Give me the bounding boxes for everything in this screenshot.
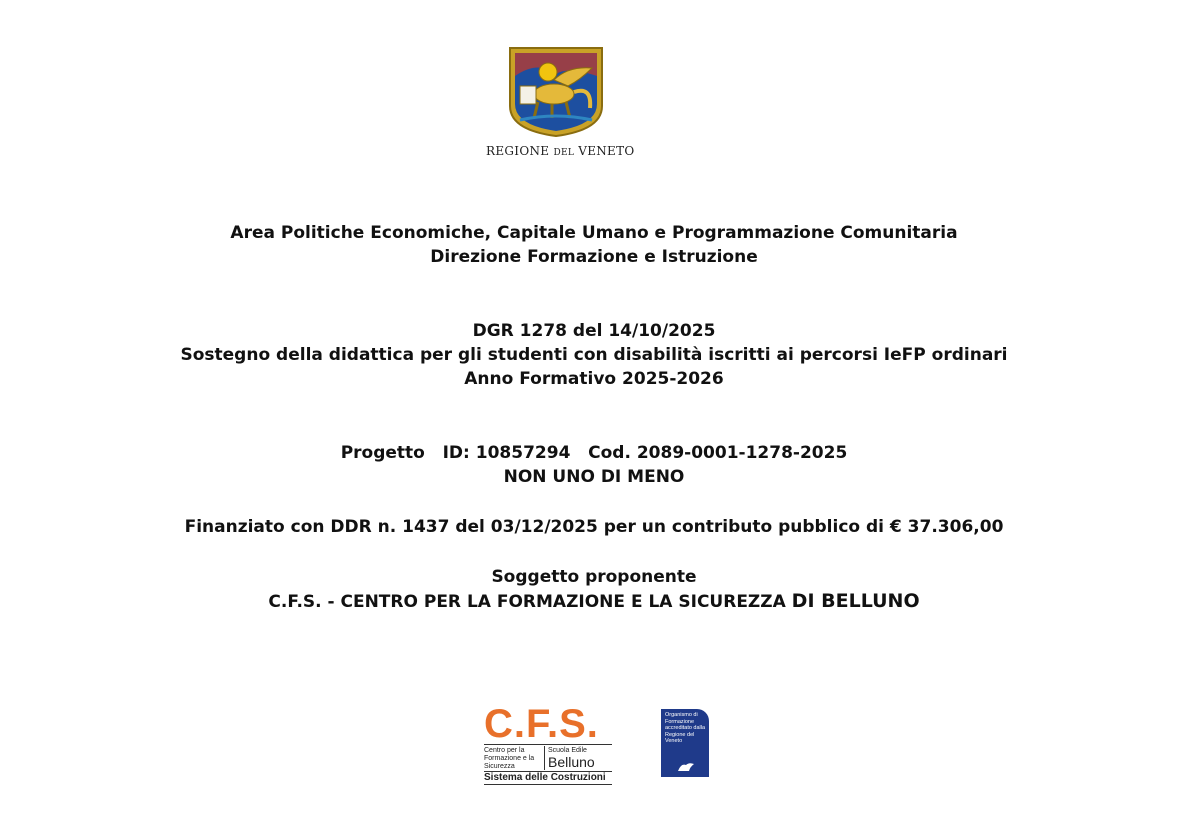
funding-text: Finanziato con DDR n. 1437 del 03/12/2025 per un contributo pubblico di € 37.306,00 xyxy=(184,517,1004,537)
accreditation-badge xyxy=(661,709,709,777)
regione-veneto-emblem xyxy=(486,46,635,166)
area-title: Area Politiche Economiche, Capitale Umano e Programmazione Comunitaria xyxy=(230,223,958,243)
project-id: Progetto ID: 10857294 Cod. 2089-0001-1278-2025 xyxy=(340,443,848,463)
cfs-logo-divider xyxy=(544,746,545,770)
cfs-logo-subtitle xyxy=(484,744,612,771)
cfs-logo-right-text: Scuola Edile Belluno xyxy=(548,747,595,770)
cfs-logo xyxy=(484,704,614,784)
funding-block xyxy=(0,515,1188,539)
dgr-title: Sostegno della didattica per gli studenti con disabilità iscritti ai percorsi IeFP ordinari xyxy=(180,345,1008,365)
cfs-logo-left-text: Centro per la Formazione e la Sicurezza xyxy=(484,747,535,770)
project-block xyxy=(0,441,1188,489)
lion-mark-icon xyxy=(677,761,695,773)
direction-title: Direzione Formazione e Istruzione xyxy=(430,247,758,267)
authority-block xyxy=(0,221,1188,269)
dgr-reference: DGR 1278 del 14/10/2025 xyxy=(472,321,716,341)
region-name: REGIONE DEL VENETO xyxy=(486,144,635,158)
project-name: NON UNO DI MENO xyxy=(503,467,685,487)
academic-year: Anno Formativo 2025-2026 xyxy=(464,369,724,389)
proponent-name: C.F.S. - CENTRO PER LA FORMAZIONE E LA SICUREZZA DI BELLUNO xyxy=(268,590,920,612)
dgr-block xyxy=(0,319,1188,391)
badge-text: Organismo di Formazione accreditato dalla Regione del Veneto xyxy=(665,712,706,744)
proponent-label: Soggetto proponente xyxy=(491,567,697,587)
proponent-block xyxy=(0,565,1188,614)
cfs-logo-bottom-text: Sistema delle Costruzioni xyxy=(484,771,612,785)
lion-of-saint-mark-icon xyxy=(508,46,604,138)
cfs-logo-title: C.F.S. xyxy=(484,702,599,746)
